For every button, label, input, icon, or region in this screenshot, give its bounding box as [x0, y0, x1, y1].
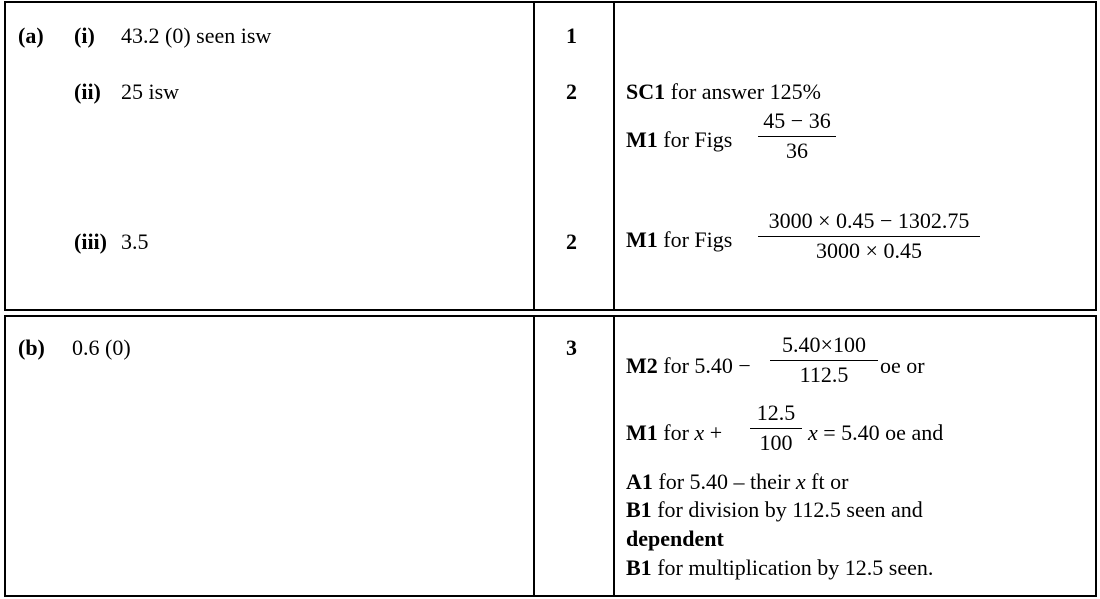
column-divider-guidance	[613, 3, 615, 309]
part-b-m2-post: oe or	[880, 353, 925, 378]
column-divider-marks	[533, 317, 535, 595]
part-b-b1-division: B1 for division by 112.5 seen and	[626, 497, 923, 522]
part-a-ii-sc1: SC1 for answer 125%	[626, 79, 821, 104]
part-a-ii-m1: M1 for Figs	[626, 127, 733, 152]
part-b-b1-multiplication: B1 for multiplication by 12.5 seen.	[626, 555, 934, 580]
part-b-label: (b)	[18, 335, 45, 360]
part-a-ii-answer: 25 isw	[121, 79, 180, 104]
part-a-label: (a)	[18, 23, 44, 48]
part-a-box	[4, 1, 1097, 311]
column-divider-guidance	[613, 317, 615, 595]
part-a-i-label: (i)	[74, 23, 95, 48]
part-a-iii-marks: 2	[566, 229, 577, 254]
part-b-m2: M2 for 5.40 −	[626, 353, 751, 378]
part-b-m2-fraction: 5.40×100 112.5	[770, 333, 878, 387]
part-a-ii-fraction: 45 − 36 36	[758, 109, 836, 163]
part-b-box	[4, 315, 1097, 597]
part-a-i-answer: 43.2 (0) seen isw	[121, 23, 272, 48]
part-a-iii-label: (iii)	[74, 229, 107, 254]
part-a-i-marks: 1	[566, 23, 577, 48]
part-a-iii-m1: M1 for Figs	[626, 227, 733, 252]
part-a-iii-fraction: 3000 × 0.45 − 1302.75 3000 × 0.45	[758, 209, 980, 263]
part-b-m1: M1 for x +	[626, 420, 723, 445]
column-divider-marks	[533, 3, 535, 309]
part-a-ii-label: (ii)	[74, 79, 101, 104]
part-b-marks: 3	[566, 335, 577, 360]
part-a-iii-answer: 3.5	[121, 229, 149, 254]
part-b-m1-fraction: 12.5 100	[750, 401, 802, 455]
part-b-answer: 0.6 (0)	[72, 335, 131, 360]
part-b-dependent: dependent	[626, 526, 724, 551]
part-b-m1-post: x = 5.40 oe and	[808, 420, 944, 445]
part-b-a1: A1 for 5.40 – their x ft or	[626, 469, 849, 494]
part-a-ii-marks: 2	[566, 79, 577, 104]
